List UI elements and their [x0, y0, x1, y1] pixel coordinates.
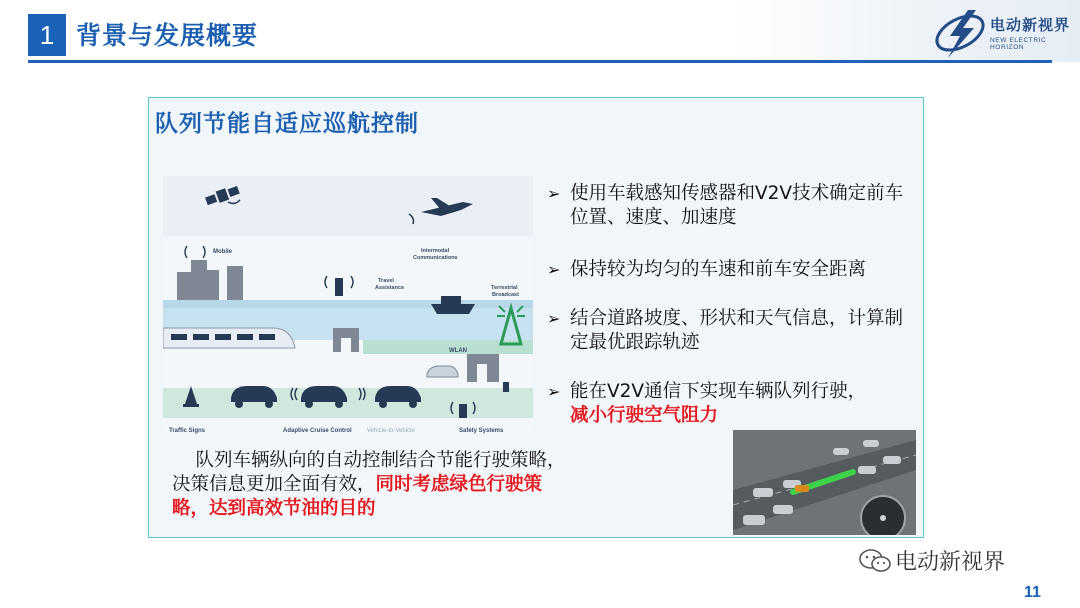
bullet-highlight: 减小行驶空气阻力 — [570, 405, 719, 426]
section-title: 背景与发展概要 — [76, 21, 259, 50]
bullet-item — [547, 380, 917, 428]
label-mobile: Mobile — [213, 249, 232, 255]
label-acc: Adaptive Cruise Control — [283, 428, 352, 434]
arrow-bullet-icon: ➢ — [547, 382, 561, 401]
svg-text:Broadcast: Broadcast — [492, 292, 519, 298]
bullet-text: 保持较为均匀的车速和前车安全距离 — [570, 259, 867, 280]
label-terrestrial: Terrestrial — [491, 285, 518, 291]
summary-paragraph: 队列车辆纵向的自动控制结合节能行驶策略，决策信息更加全面有效，同时考虑绿色行驶策略，达到高效节油的目的 — [172, 450, 566, 519]
svg-text:Assistance: Assistance — [375, 285, 405, 291]
label-travel-assistance: Travel — [378, 278, 394, 284]
label-traffic-signs: Traffic Signs — [169, 428, 206, 434]
v2v-communication-illustration — [163, 176, 533, 438]
bullet-item — [547, 182, 917, 230]
logo-text-en: NEW ELECTRIC HORIZON — [990, 37, 1047, 51]
bullet-text: 能在V2V通信下实现车辆队列行驶， 减小行驶空气阻力 — [570, 381, 867, 426]
arrow-bullet-icon: ➢ — [547, 309, 561, 328]
label-v2v: Vehicle-to-Vehicle — [367, 428, 415, 434]
platoon-road-photo — [733, 430, 916, 535]
header-divider — [28, 60, 1052, 63]
panel-title: 队列节能自适应巡航控制 — [155, 111, 419, 137]
bullet-text: 使用车载感知传感器和V2V技术确定前车位置、速度、加速度 — [570, 183, 904, 228]
bullet-text: 结合道路坡度、形状和天气信息，计算制定最优跟踪轨迹 — [570, 308, 904, 353]
arrow-bullet-icon: ➢ — [547, 260, 561, 279]
wechat-icon — [858, 547, 892, 575]
arrow-bullet-icon: ➢ — [547, 184, 561, 203]
label-safety: Safety Systems — [459, 428, 504, 434]
bullet-item — [547, 258, 917, 282]
logo-text-cn: 电动新视界 — [990, 16, 1071, 34]
label-wlan: WLAN — [449, 348, 467, 354]
summary-highlight: 同时考虑绿色行驶策略，达到高效节油的目的 — [172, 474, 543, 519]
watermark-text: 电动新视界 — [895, 550, 1006, 575]
bullet-item — [547, 307, 917, 355]
label-intermodal: Intermodal — [421, 248, 450, 254]
page-number: 11 — [1024, 584, 1041, 601]
section-number: 1 — [28, 14, 66, 56]
svg-text:Communications: Communications — [413, 255, 458, 261]
